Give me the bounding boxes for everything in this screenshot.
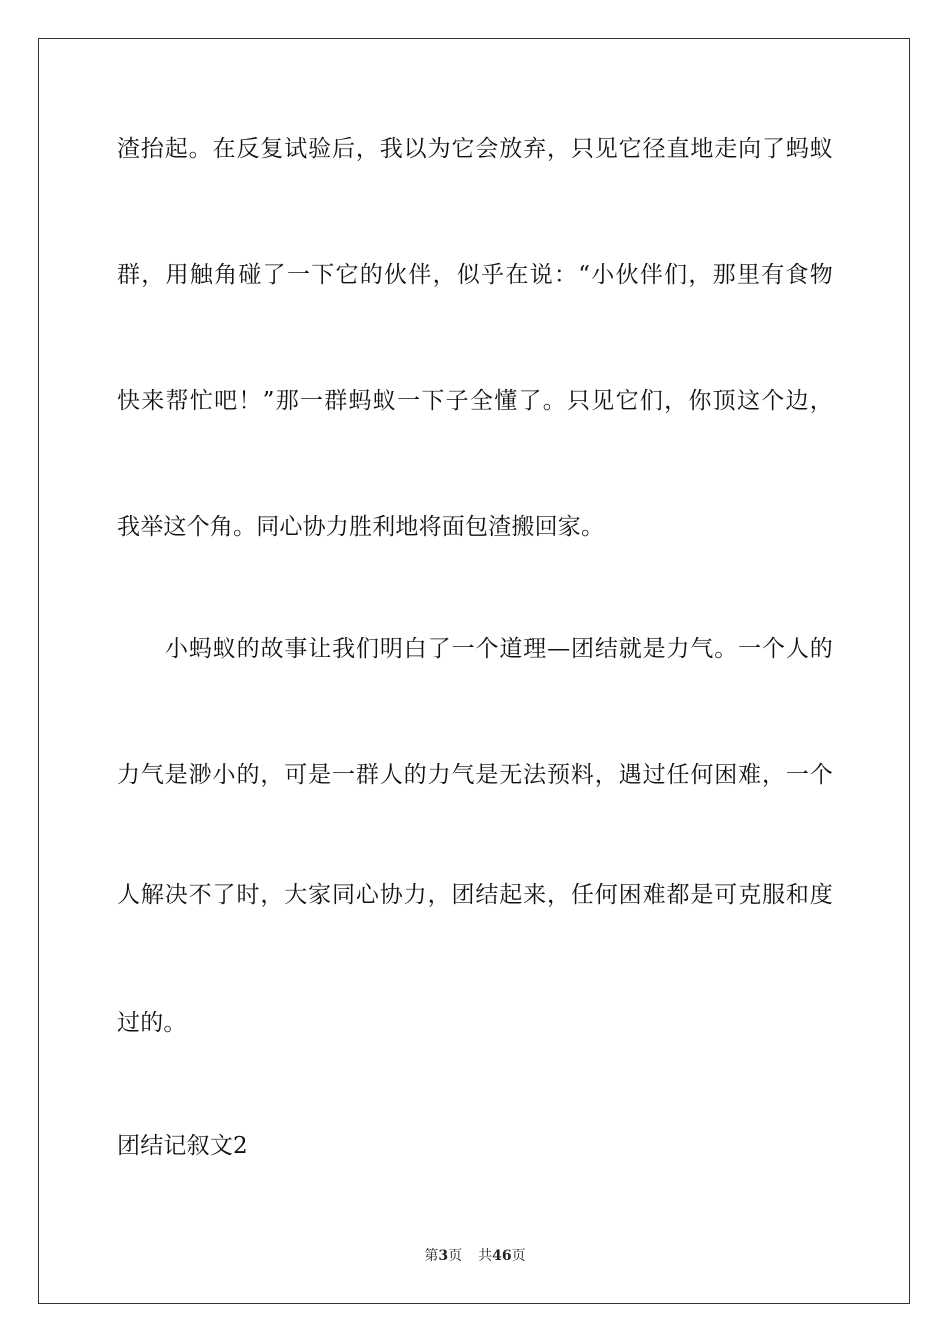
footer-total-pages: 46 xyxy=(492,1248,512,1264)
section-title: 团结记叙文2 xyxy=(117,1133,248,1159)
footer-page-suffix: 页 xyxy=(448,1248,463,1264)
text-line: 力气是渺小的，可是一群人的力气是无法预料，遇过任何困难，一个 xyxy=(117,762,833,788)
text-line: 过的。 xyxy=(117,1010,187,1036)
footer-page-number: 3 xyxy=(438,1248,449,1264)
footer-page-prefix: 第 xyxy=(424,1248,439,1264)
text-line: 小蚂蚁的故事让我们明白了一个道理—团结就是力气。一个人的 xyxy=(165,636,833,662)
footer-total-suffix: 页 xyxy=(511,1248,526,1264)
text-line: 渣抬起。在反复试验后，我以为它会放弃，只见它径直地走向了蚂蚁 xyxy=(117,136,833,162)
page-footer xyxy=(0,1246,950,1266)
text-line: 我举这个角。同心协力胜利地将面包渣搬回家。 xyxy=(117,514,605,540)
text-line: 人解决不了时，大家同心协力，团结起来，任何困难都是可克服和度 xyxy=(117,882,833,908)
page-border xyxy=(38,38,910,1304)
text-line: 快来帮忙吧！”那一群蚂蚁一下子全懂了。只见它们，你顶这个边， xyxy=(117,388,833,414)
footer-total-prefix: 共 xyxy=(478,1248,493,1264)
text-line: 群，用触角碰了一下它的伙伴，似乎在说：“小伙伴们，那里有食物 xyxy=(117,262,833,288)
